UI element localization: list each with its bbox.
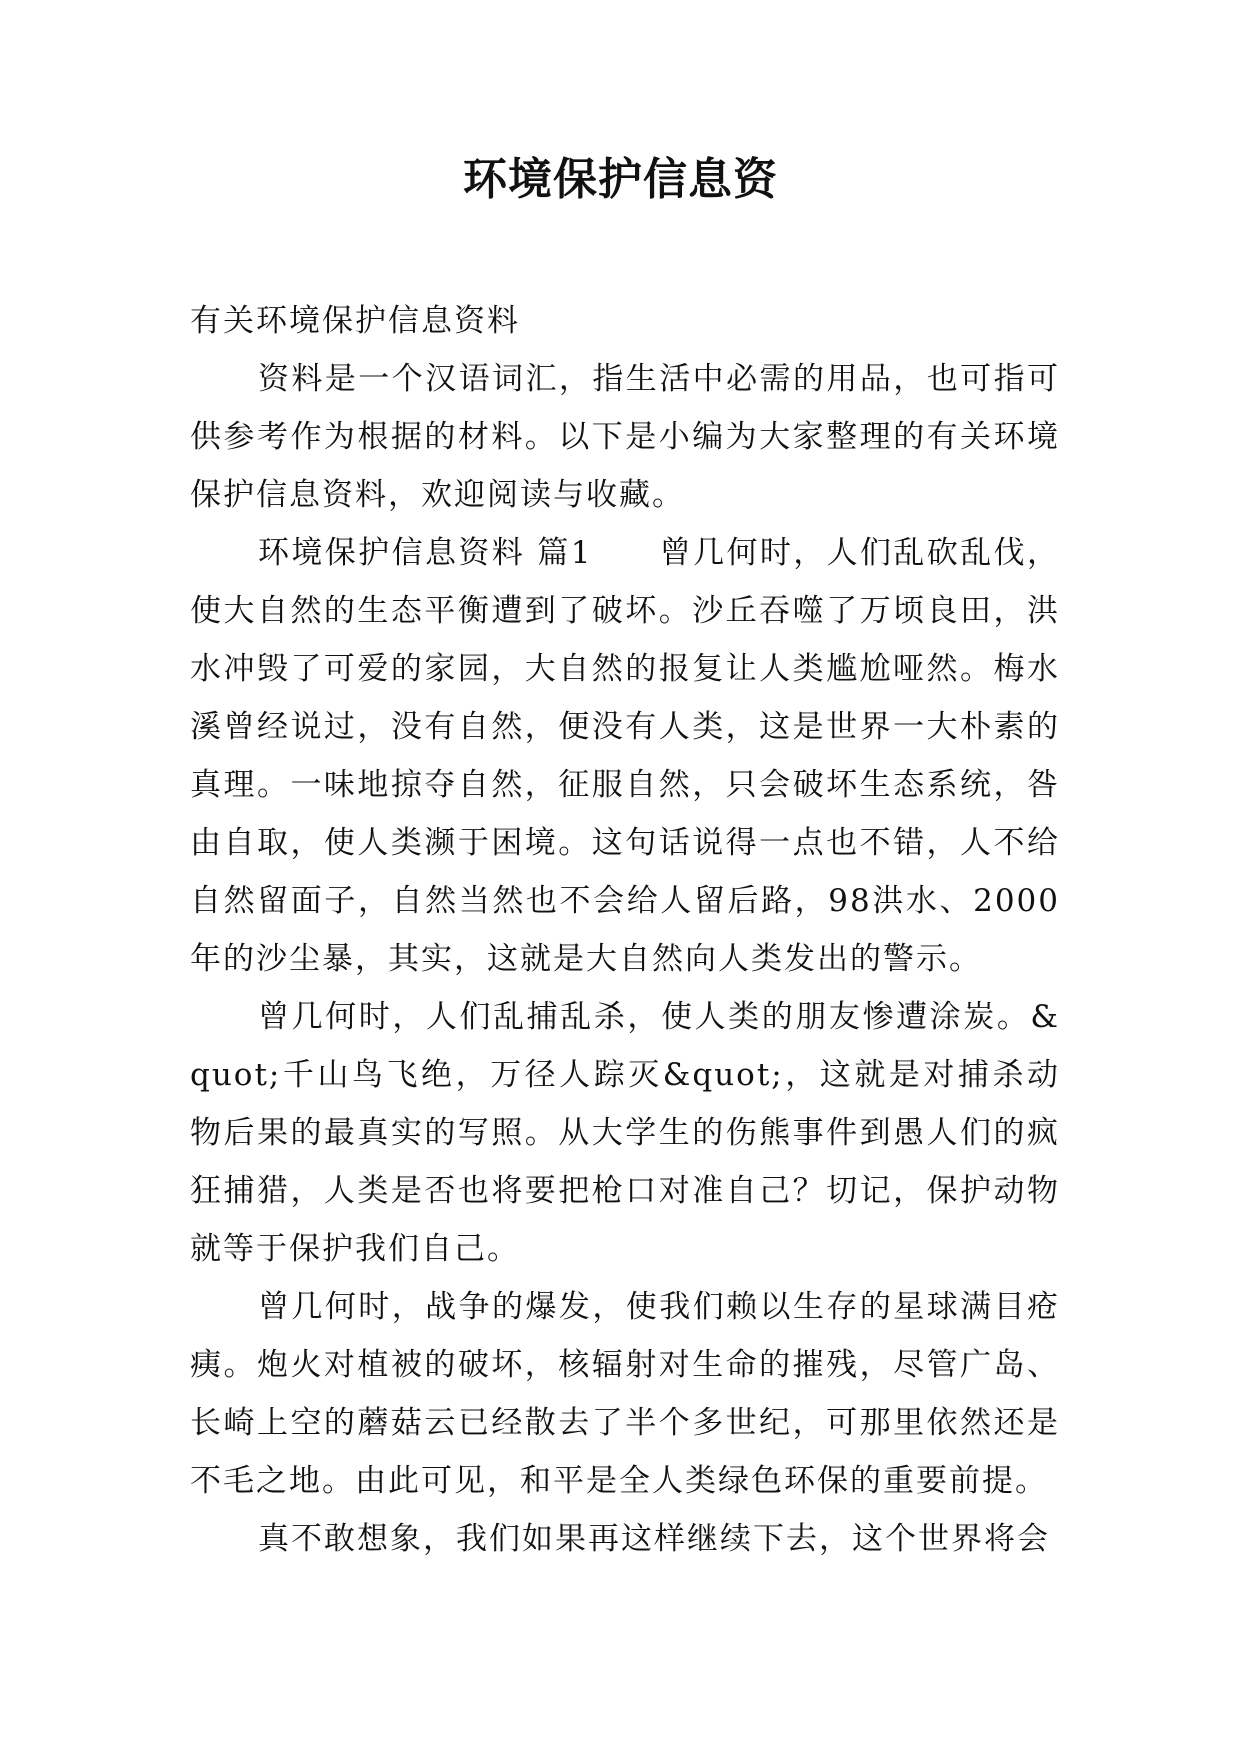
paragraph-hunting: 曾几何时，人们乱捕乱杀，使人类的朋友惨遭涂炭。&quot;千山鸟飞绝，万径人踪灭&quot;，这就是对捕杀动物后果的最真实的写照。从大学生的伤熊事件到愚人们的疯狂捕猎，人类是否也将要把枪口对准自己？切记，保护动物就等于保护我们自己。	[190, 999, 1060, 1267]
document-subtitle: 有关环境保护信息资料	[190, 303, 520, 339]
paragraph-war: 曾几何时，战争的爆发，使我们赖以生存的星球满目疮痍。炮火对植被的破坏，核辐射对生命的摧残，尽管广岛、长崎上空的蘑菇云已经散去了半个多世纪，可那里依然还是不毛之地。由此可见，和平是全人类绿色环保的重要前提。	[190, 1289, 1060, 1499]
paragraph-section-1: 环境保护信息资料 篇1 曾几何时，人们乱砍乱伐，使大自然的生态平衡遭到了破坏。沙丘吞噬了万顷良田，洪水冲毁了可爱的家园，大自然的报复让人类尴尬哑然。梅水溪曾经说过，没有自然，便没有人类，这是世界一大朴素的真理。一味地掠夺自然，征服自然，只会破坏生态系统，咎由自取，使人类濒于困境。这句话说得一点也不错，人不给自然留面子，自然当然也不会给人留后路，98洪水、2000年的沙尘暴，其实，这就是大自然向人类发出的警示。	[190, 535, 1060, 977]
paragraph-intro: 资料是一个汉语词汇，指生活中必需的用品，也可指可供参考作为根据的材料。以下是小编为大家整理的有关环境保护信息资料，欢迎阅读与收藏。	[190, 361, 1060, 513]
document-body	[190, 292, 1060, 1568]
document-title: 环境保护信息资	[463, 154, 778, 205]
paragraph-closing: 真不敢想象，我们如果再这样继续下去，这个世界将会	[258, 1521, 1050, 1557]
